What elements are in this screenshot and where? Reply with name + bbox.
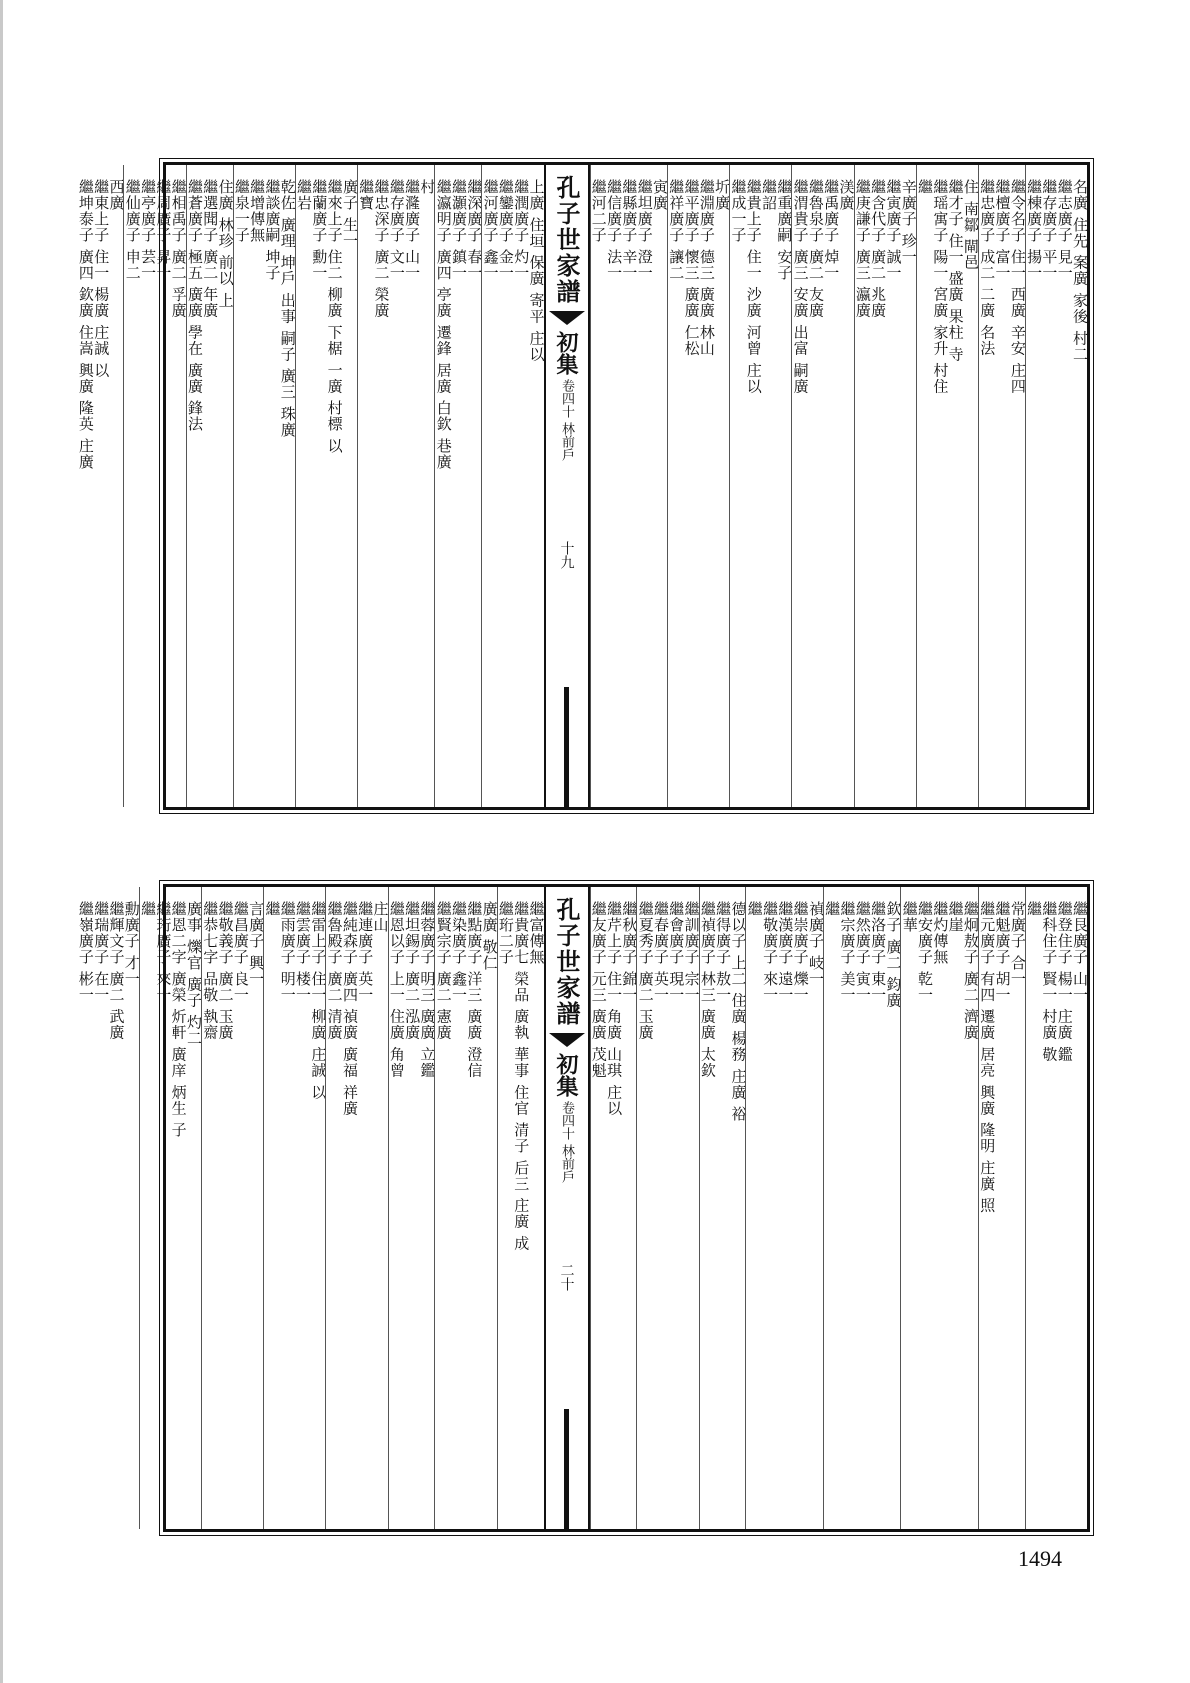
entry-text: 繼蓉廣子 明三 廣廣 立鑑 繼坦錫子 廣二 泓廣 繼恩以子 上一 住廣 角曾 [387,901,437,1079]
entry-text: 廣廣 敬仁 繼點廣子 洋三 廣廣 澄信 繼染廣子 鑫一 繼賢宗子 廣二 憲廣 [434,901,499,1079]
page-left-edge [0,0,3,1683]
entry-text: 村 繼漋廣子 山一 繼存廣子 文一 繼忠深子 廣二 榮廣 繼寶 [357,179,437,319]
entry-text: 禎廣子 岐一 繼崇廣子 爍一 繼漢廣子 遠一 繼敬廣子 來一 繼 [745,901,825,1003]
entry-text: 廣事 爍官 廣子 灼二 繼恩二字 廣榮 炘軒 廣庠 炳生 子 繼珩廣子 來一 繼 [139,901,203,1138]
top-genealogy-panel [76,162,1090,810]
entry-column [263,887,328,1529]
entry-column [667,165,732,807]
entry-column [123,165,188,807]
entry-text: 繼訓廣子 宗一 繼會廣子 現一 繼春廣子 英一 繼夏秀子 廣二 玉廣 [636,901,701,1041]
entry-text: 住 南鄒 閘邑 繼才子 住一 盛廣 果柱 寺 繼瑶寓子 陽一 宮廣 家升 村住 繼 [916,179,980,395]
entry-column [388,887,435,1529]
entry-column [978,165,1025,807]
entry-column [78,887,139,1529]
entry-text: 西廣 繼東上子 住一 楊廣 庄誠 以 繼坤泰子 廣四 欽廣 住嵩 興廣 隆英 庄廣 [76,179,126,470]
margin-bar [564,687,569,807]
entry-column [916,165,978,807]
entry-column [978,887,1025,1529]
entry-column [590,887,637,1529]
entry-text: 渼廣 繼禹廣子 焯一 繼魯泉子 廣二 友廣 繼渭貴子 廣三 安廣 出富 嗣廣 [791,179,856,395]
collection-label: 初集 [553,331,579,375]
entry-text: 繼深廣子 春一 繼灝廣子 鎮一 繼瀛明子 廣四 亭廣 遷鋒 居廣 白欽 巷廣 [434,179,484,470]
entry-text: 繼雷上子 住一 柳廣 庄誠 以 繼雲廣子 楼一 繼雨廣子 明一 繼 [263,901,328,1101]
entry-column [854,165,916,807]
entry-column [233,165,295,807]
bottom-genealogy-panel [76,884,1090,1532]
fish-tail-mark [549,311,585,325]
entry-text: 德以子 上二 住廣 楊務 庄廣 裕 繼得廣子 敖一 繼禎廣子 林三 廣廣 太欽 [698,901,748,1122]
entry-text: 常廣子 合一 繼魁廣子 胡一 繼元廣子 有四 遷廣 居亮 興廣 隆明 庄廣 照 [978,901,1027,1214]
folio-number: 十九 [558,541,575,570]
book-title: 孔子世家譜 [552,175,581,305]
entry-text: 上廣 住垣 保廣 寄平 庄以 繼潤廣子 灼一 繼鑾廣子 金一 繼河廣子 鑫一 [481,179,546,363]
entry-column [186,165,233,807]
entry-text: 寅廣 繼坦廣子 澄一 繼縣廣子 辛一 繼信廣子 法一 繼河二子 [589,179,669,281]
entry-text: 廣子 生一 繼來上子 住二 柳廣 下椐 一廣 村標 以 繼蘭廣子 勳一 繼岩 [295,179,359,454]
entry-column [699,887,746,1529]
entry-column [139,887,201,1529]
entry-column [78,165,124,807]
entry-column [201,887,266,1529]
fish-tail-mark [549,1033,585,1047]
entry-text: 辛廣子 珍一 繼寅廣子 誠一 繼含代子 廣二 兆廣 繼庚謙子 廣三 瀛廣 [853,179,918,319]
collection-label: 初集 [553,1053,579,1097]
entry-column [729,165,794,807]
entry-column [823,887,903,1529]
entry-column [745,887,825,1529]
volume-label: 卷四十 林前戶 [559,379,574,462]
entry-text: 名廣 住先 案廣 家後 村二 繼志廣子 見一 繼存廣子 平一 繼棟廣子 揚一 [1025,179,1089,363]
entry-text: 繼炯敖子 廣二 濟廣 繼崖 繼灼傳無 繼安廣子 乾一 繼華 [900,901,980,1041]
folio-number: 二十 [558,1263,575,1292]
entry-column [590,165,667,807]
entry-text: 繼艮廣子 山一 繼登住子 楊一 庄廣 鑑 繼科住子 賢一 村廣 敬 繼 [1025,901,1089,1063]
page-number: 1494 [1018,1546,1062,1571]
entry-text: 住廣 林珍 前以 上 繼選聞子 廣二 年廣 繼蒼廣子 極五 廣廣 學在 廣廣 鋒法 [185,179,235,432]
entry-column [1025,165,1087,807]
entry-text: 繼秋廣子 錦一 繼芹上子 住一 角廣 山琪 庄以 繼友廣子 元三 廣廣 茂魁 [589,901,639,1117]
entry-text: 言廣子 興一 繼昌廣子 良一 繼敬義子 廣二 玉廣 繼恭七字 品敬 執齋 [201,901,266,1041]
entry-column [357,165,437,807]
entry-column [434,887,499,1529]
entry-column [497,887,544,1529]
entry-text: 欽子 廣二 鈞廣 繼洛廣子 東一 繼然廣子 寅一 繼宗廣子 美一 繼 [823,901,903,1009]
entry-text: 圻廣 繼淵廣子 德三 廣廣 林山 繼平廣子 懷三 廣廣 仁松 繼祥廣子 讓二 [667,179,732,357]
entry-text: 勳廣子 才一 繼輝文子 廣二 武廣 繼瑞廣子 在一 繼嶺廣子 彬一 [76,901,141,1041]
entry-text: 繼富傳無 繼貴廣七 榮品 廣執 華事 住官 清子 后三 庄廣 成 繼珩二子 [496,901,546,1252]
entry-column [900,887,980,1529]
volume-label: 卷四十 林前戶 [559,1101,574,1184]
entry-text: 繼相禹子 廣二 孚廣 繼周廣子 昇一 繼亭廣子 芸一 繼仙廣子 申二 [123,179,188,319]
entry-column [434,165,484,807]
entry-column [325,887,390,1529]
entry-column [481,165,546,807]
book-title: 孔子世家譜 [552,897,581,1027]
entry-text: 庄山 繼連廣子 英一 繼純森子 廣四 禎廣 廣福 祥廣 繼魯殿子 廣二 清廣 [325,901,390,1117]
center-margin-strip [544,887,590,1529]
entry-text: 乾佐 廣理 坤戶 出事 嗣子 廣三 珠廣 繼談廣嗣 坤子 繼增傳無 繼泉一子 [232,179,297,438]
entry-column [1025,887,1087,1529]
margin-bar [564,1409,569,1529]
entry-column [295,165,357,807]
entry-text: 繼令名子 住一 西廣 辛安 庄四 繼檀廣子 富一 繼忠廣子 成二 二廣 名法 [978,179,1027,395]
center-margin-strip [544,165,590,807]
entry-text: 繼重廣嗣 安子 繼詔 繼貴上子 住一 沙廣 河曾 庄以 繼成一子 [729,179,794,395]
entry-column [636,887,701,1529]
entry-column [791,165,856,807]
